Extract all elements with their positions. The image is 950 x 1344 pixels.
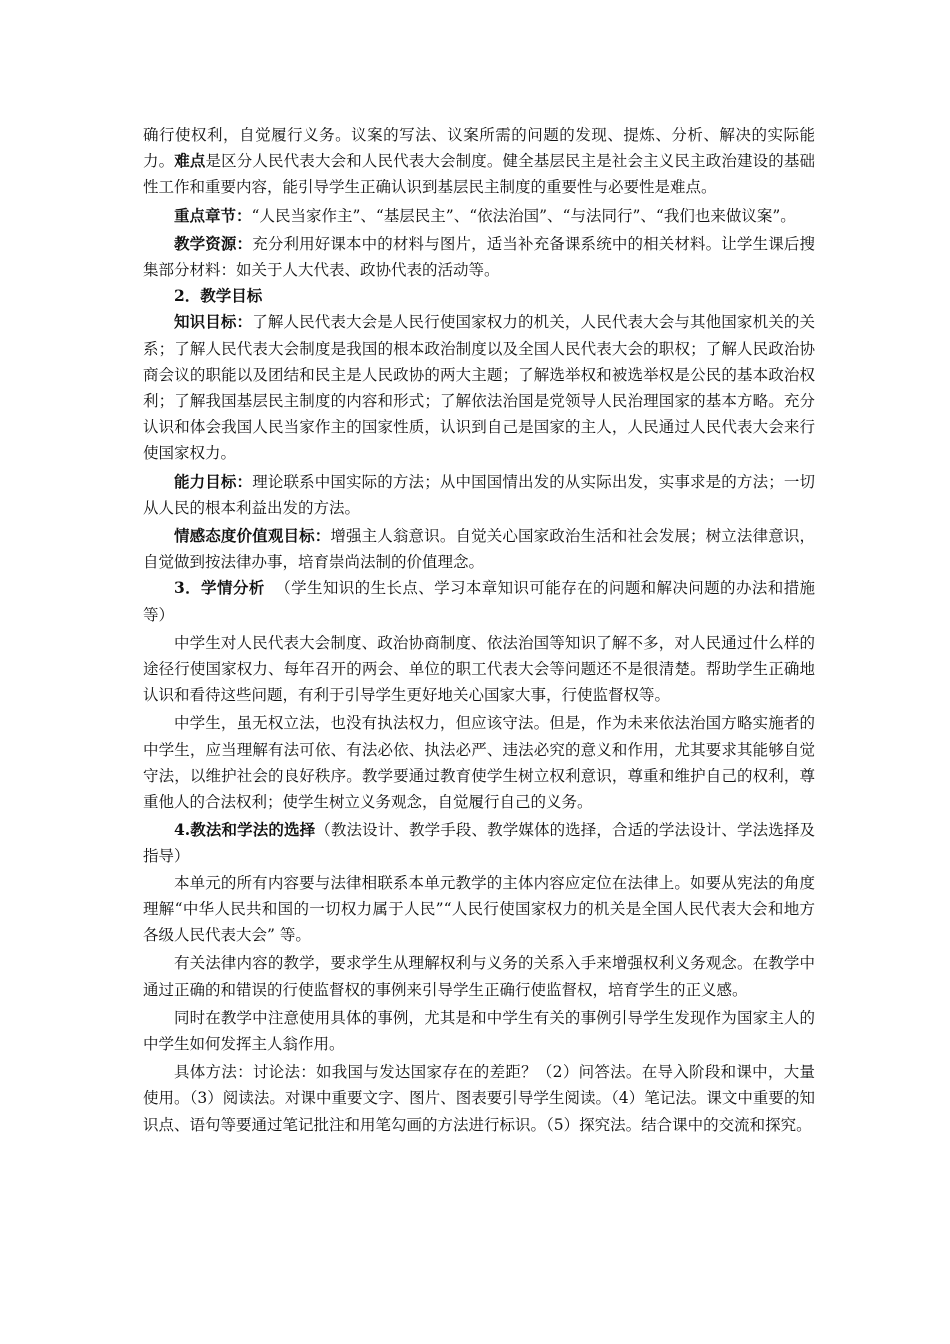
paragraph-emotion-goal xyxy=(143,523,815,575)
paragraph-method-4: 具体方法：讨论法：如我国与发达国家存在的差距？（2）问答法。在导入阶段和课中，大量使用。（3）阅读法。对课中重要文字、图片、图表要引导学生阅读。（4）笔记法。课文中重要的知识点、语句等要通过笔记批注和用笔勾画的方法进行标识。（5）探究法。结合课中的交流和探究。 xyxy=(143,1063,815,1134)
text-span: “人民当家作主”、“基层民主”、“依法治国”、“与法同行”、“我们也来做议案”。 xyxy=(251,206,796,225)
heading-student-analysis xyxy=(143,575,815,627)
paragraph-method-3: 同时在教学中注意使用具体的事例，尤其是和中学生有关的事例引导学生发现作为国家主人的中学生如何发挥主人翁作用。 xyxy=(143,1008,815,1053)
text-span: 确行使权利，自觉履行义务。议案的写法、议案所需的问题的发现、提炼、分析、解决的实际能力。 xyxy=(143,126,815,171)
section-heading: 3．学情分析 xyxy=(174,578,265,598)
paragraph-resources xyxy=(143,231,815,283)
bold-label: 重点章节： xyxy=(174,205,252,225)
text-span: 理论联系中国实际的方法；从中国国情出发的从实际出发，实事求是的方法；一切从人民的根本利益出发的方法。 xyxy=(143,472,815,517)
bold-label: 知识目标： xyxy=(174,312,253,332)
text-span: （教法设计、教学手段、教学媒体的选择，合适的学法设计、学法选择及指导） xyxy=(143,821,815,866)
paragraph-method-1: 本单元的所有内容要与法律相联系本单元教学的主体内容应定位在法律上。如要从宪法的角度理解“中华人民共和国的一切权力属于人民”“人民行使国家权力的机关是全国人民代表大会和地方各级人民代表大会” 等。 xyxy=(143,873,815,945)
paragraph-method-2: 有关法律内容的教学，要求学生从理解权利与义务的关系入手来增强权利义务观念。在教学中通过正确的和错误的行使监督权的事例来引导学生正确行使监督权，培育学生的正义感。 xyxy=(143,954,815,999)
section-heading: 4.教法和学法的选择 xyxy=(174,820,316,840)
text-span: （学生知识的生长点、学习本章知识可能存在的问题和解决问题的办法和措施等） xyxy=(143,579,815,624)
document-page xyxy=(143,122,815,1138)
bold-label: 能力目标： xyxy=(174,471,253,491)
text-span: 增强主人翁意识。自觉关心国家政治生活和社会发展；树立法律意识，自觉做到按法律办事，培育崇尚法制的价值理念。 xyxy=(143,527,815,572)
heading-methods xyxy=(143,817,815,869)
paragraph-difficulty xyxy=(143,122,815,201)
paragraph-analysis-1: 中学生对人民代表大会制度、政治协商制度、依法治国等知识了解不多，对人民通过什么样的途径行使国家权力、每年召开的两会、单位的职工代表大会等问题还不是很清楚。帮助学生正确地认识和看待这些问题，有利于引导学生更好地关心国家大事，行使监督权等。 xyxy=(143,633,815,705)
paragraph-knowledge-goal xyxy=(143,309,815,466)
heading-teaching-goals xyxy=(143,283,815,309)
text-span: 了解人民代表大会是人民行使国家权力的机关，人民代表大会与其他国家机关的关系；了解人民代表大会制度是我国的根本政治制度以及全国人民代表大会的职权；了解人民政治协商会议的职能以及团结和民主是人民政协的两大主题；了解选举权和被选举权是公民的基本政治权利；了解我国基层民主制度的内容和形式；了解依法治国是党领导人民治理国家的基本方略。充分认识和体会我国人民当家作主的国家性质，认识到自己是国家的主人，人民通过人民代表大会来行使国家权力。 xyxy=(143,313,815,463)
text-span: 是区分人民代表大会和人民代表大会制度。健全基层民主是社会主义民主政治建设的基础性工作和重要内容，能引导学生正确认识到基层民主制度的重要性与必要性是难点。 xyxy=(143,152,815,197)
paragraph-ability-goal xyxy=(143,469,815,521)
paragraph-key-chapters xyxy=(143,203,815,229)
section-heading: 2．教学目标 xyxy=(174,286,263,306)
bold-label: 情感态度价值观目标： xyxy=(174,526,331,546)
paragraph-analysis-2: 中学生，虽无权立法，也没有执法权力，但应该守法。但是，作为未来依法治国方略实施者的中学生，应当理解有法可依、有法必依、执法必严、违法必究的意义和作用，尤其要求其能够自觉守法，以维护社会的良好秩序。教学要通过教育使学生树立权利意识，尊重和维护自己的权利，尊重他人的合法权利；使学生树立义务观念，自觉履行自己的义务。 xyxy=(143,714,815,812)
text-span: 充分利用好课本中的材料与图片，适当补充备课系统中的相关材料。让学生课后搜集部分材料：如关于人大代表、政协代表的活动等。 xyxy=(143,234,815,280)
bold-label: 难点 xyxy=(174,151,206,171)
bold-label: 教学资源： xyxy=(174,233,253,253)
